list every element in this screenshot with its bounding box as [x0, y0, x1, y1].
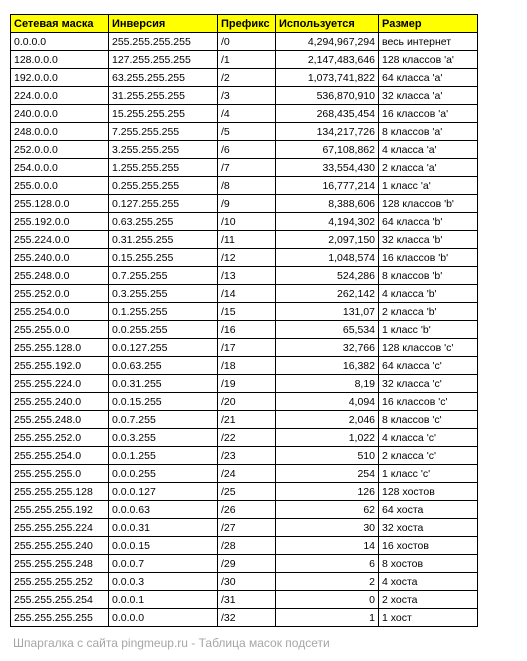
mask-cell: 255.255.255.0 [11, 465, 109, 483]
size-cell: 32 хоста [379, 519, 478, 537]
mask-cell: 255.255.254.0 [11, 447, 109, 465]
used-cell: 33,554,430 [276, 159, 379, 177]
mask-cell: 255.224.0.0 [11, 231, 109, 249]
size-cell: 64 класса 'b' [379, 213, 478, 231]
mask-cell: 255.254.0.0 [11, 303, 109, 321]
prefix-cell: /18 [218, 357, 276, 375]
table-row [11, 339, 478, 357]
table-body [11, 33, 478, 627]
size-cell: 1 класс 'a' [379, 177, 478, 195]
prefix-cell: /10 [218, 213, 276, 231]
mask-cell: 255.255.0.0 [11, 321, 109, 339]
used-cell: 1 [276, 609, 379, 627]
table-row [11, 447, 478, 465]
inversion-cell: 0.255.255.255 [109, 177, 218, 195]
prefix-cell: /2 [218, 69, 276, 87]
used-cell: 131,07 [276, 303, 379, 321]
inversion-cell: 0.0.3.255 [109, 429, 218, 447]
size-cell: 8 хостов [379, 555, 478, 573]
table-row [11, 87, 478, 105]
mask-cell: 255.255.255.224 [11, 519, 109, 537]
used-cell: 254 [276, 465, 379, 483]
table-row [11, 411, 478, 429]
inversion-cell: 255.255.255.255 [109, 33, 218, 51]
mask-cell: 254.0.0.0 [11, 159, 109, 177]
prefix-cell: /23 [218, 447, 276, 465]
inversion-cell: 63.255.255.255 [109, 69, 218, 87]
inversion-cell: 0.0.0.7 [109, 555, 218, 573]
table-row [11, 375, 478, 393]
mask-cell: 255.240.0.0 [11, 249, 109, 267]
size-cell: 16 классов 'a' [379, 105, 478, 123]
prefix-cell: /30 [218, 573, 276, 591]
used-cell: 16,777,214 [276, 177, 379, 195]
table-row [11, 51, 478, 69]
prefix-cell: /4 [218, 105, 276, 123]
prefix-cell: /22 [218, 429, 276, 447]
inversion-cell: 0.0.0.31 [109, 519, 218, 537]
mask-cell: 255.255.255.255 [11, 609, 109, 627]
prefix-cell: /5 [218, 123, 276, 141]
used-cell: 14 [276, 537, 379, 555]
used-cell: 262,142 [276, 285, 379, 303]
size-cell: 4 класса 'a' [379, 141, 478, 159]
inversion-cell: 0.127.255.255 [109, 195, 218, 213]
used-cell: 4,094 [276, 393, 379, 411]
table-row [11, 519, 478, 537]
prefix-cell: /31 [218, 591, 276, 609]
mask-cell: 255.192.0.0 [11, 213, 109, 231]
header-row [11, 15, 478, 33]
table-row [11, 33, 478, 51]
prefix-cell: /28 [218, 537, 276, 555]
prefix-cell: /0 [218, 33, 276, 51]
table-row [11, 501, 478, 519]
used-cell: 8,19 [276, 375, 379, 393]
table-row [11, 573, 478, 591]
size-cell: 1 хост [379, 609, 478, 627]
inversion-cell: 0.15.255.255 [109, 249, 218, 267]
mask-cell: 255.255.224.0 [11, 375, 109, 393]
mask-cell: 255.255.248.0 [11, 411, 109, 429]
prefix-cell: /21 [218, 411, 276, 429]
inversion-cell: 0.0.1.255 [109, 447, 218, 465]
prefix-cell: /20 [218, 393, 276, 411]
used-cell: 65,534 [276, 321, 379, 339]
table-row [11, 555, 478, 573]
used-cell: 510 [276, 447, 379, 465]
used-cell: 1,022 [276, 429, 379, 447]
size-cell: 2 класса 'c' [379, 447, 478, 465]
table-row [11, 213, 478, 231]
inversion-cell: 0.63.255.255 [109, 213, 218, 231]
mask-cell: 240.0.0.0 [11, 105, 109, 123]
used-cell: 67,108,862 [276, 141, 379, 159]
size-cell: 128 классов 'a' [379, 51, 478, 69]
used-cell: 4,294,967,294 [276, 33, 379, 51]
mask-cell: 255.255.252.0 [11, 429, 109, 447]
mask-cell: 255.255.255.254 [11, 591, 109, 609]
used-cell: 1,073,741,822 [276, 69, 379, 87]
size-cell: 64 класса 'a' [379, 69, 478, 87]
header-prefix: Префикс [218, 15, 276, 33]
table-row [11, 303, 478, 321]
table-row [11, 105, 478, 123]
table-row [11, 609, 478, 627]
prefix-cell: /12 [218, 249, 276, 267]
inversion-cell: 0.0.31.255 [109, 375, 218, 393]
prefix-cell: /26 [218, 501, 276, 519]
inversion-cell: 0.1.255.255 [109, 303, 218, 321]
inversion-cell: 0.0.0.127 [109, 483, 218, 501]
table-row [11, 267, 478, 285]
size-cell: 1 класс 'b' [379, 321, 478, 339]
inversion-cell: 0.0.7.255 [109, 411, 218, 429]
used-cell: 2,046 [276, 411, 379, 429]
header-mask: Сетевая маска [11, 15, 109, 33]
caption: Шпаргалка с сайта pingmeup.ru - Таблица масок подсети [13, 636, 330, 650]
prefix-cell: /11 [218, 231, 276, 249]
prefix-cell: /32 [218, 609, 276, 627]
table-row [11, 591, 478, 609]
mask-cell: 192.0.0.0 [11, 69, 109, 87]
table-row [11, 159, 478, 177]
prefix-cell: /14 [218, 285, 276, 303]
size-cell: 128 классов 'b' [379, 195, 478, 213]
size-cell: 32 класса 'c' [379, 375, 478, 393]
mask-cell: 0.0.0.0 [11, 33, 109, 51]
used-cell: 2 [276, 573, 379, 591]
size-cell: 128 классов 'c' [379, 339, 478, 357]
mask-cell: 255.128.0.0 [11, 195, 109, 213]
size-cell: 64 класса 'c' [379, 357, 478, 375]
used-cell: 6 [276, 555, 379, 573]
table-row [11, 465, 478, 483]
inversion-cell: 127.255.255.255 [109, 51, 218, 69]
used-cell: 2,147,483,646 [276, 51, 379, 69]
mask-cell: 128.0.0.0 [11, 51, 109, 69]
header-inversion: Инверсия [109, 15, 218, 33]
size-cell: 2 класса 'a' [379, 159, 478, 177]
inversion-cell: 0.0.63.255 [109, 357, 218, 375]
inversion-cell: 0.0.0.3 [109, 573, 218, 591]
table-row [11, 141, 478, 159]
size-cell: весь интернет [379, 33, 478, 51]
used-cell: 134,217,726 [276, 123, 379, 141]
prefix-cell: /3 [218, 87, 276, 105]
inversion-cell: 1.255.255.255 [109, 159, 218, 177]
inversion-cell: 0.0.0.0 [109, 609, 218, 627]
used-cell: 268,435,454 [276, 105, 379, 123]
subnet-mask-table [10, 14, 478, 627]
size-cell: 2 класса 'b' [379, 303, 478, 321]
used-cell: 62 [276, 501, 379, 519]
used-cell: 536,870,910 [276, 87, 379, 105]
mask-cell: 224.0.0.0 [11, 87, 109, 105]
mask-cell: 255.248.0.0 [11, 267, 109, 285]
inversion-cell: 0.7.255.255 [109, 267, 218, 285]
used-cell: 2,097,150 [276, 231, 379, 249]
used-cell: 0 [276, 591, 379, 609]
table-row [11, 195, 478, 213]
table-row [11, 357, 478, 375]
header-size: Размер [379, 15, 478, 33]
prefix-cell: /9 [218, 195, 276, 213]
table-row [11, 249, 478, 267]
size-cell: 4 класса 'c' [379, 429, 478, 447]
inversion-cell: 0.3.255.255 [109, 285, 218, 303]
prefix-cell: /6 [218, 141, 276, 159]
size-cell: 8 классов 'c' [379, 411, 478, 429]
prefix-cell: /17 [218, 339, 276, 357]
mask-cell: 255.255.255.128 [11, 483, 109, 501]
mask-cell: 252.0.0.0 [11, 141, 109, 159]
prefix-cell: /8 [218, 177, 276, 195]
mask-cell: 255.252.0.0 [11, 285, 109, 303]
prefix-cell: /7 [218, 159, 276, 177]
used-cell: 30 [276, 519, 379, 537]
inversion-cell: 31.255.255.255 [109, 87, 218, 105]
inversion-cell: 15.255.255.255 [109, 105, 218, 123]
prefix-cell: /16 [218, 321, 276, 339]
table-row [11, 231, 478, 249]
prefix-cell: /13 [218, 267, 276, 285]
size-cell: 64 хоста [379, 501, 478, 519]
table-row [11, 483, 478, 501]
mask-cell: 255.0.0.0 [11, 177, 109, 195]
table-row [11, 393, 478, 411]
inversion-cell: 0.0.0.1 [109, 591, 218, 609]
prefix-cell: /19 [218, 375, 276, 393]
header-used: Используется [276, 15, 379, 33]
size-cell: 128 хостов [379, 483, 478, 501]
table-row [11, 123, 478, 141]
mask-cell: 255.255.128.0 [11, 339, 109, 357]
size-cell: 2 хоста [379, 591, 478, 609]
size-cell: 16 классов 'c' [379, 393, 478, 411]
prefix-cell: /29 [218, 555, 276, 573]
used-cell: 126 [276, 483, 379, 501]
size-cell: 8 классов 'b' [379, 267, 478, 285]
mask-cell: 248.0.0.0 [11, 123, 109, 141]
size-cell: 16 классов 'b' [379, 249, 478, 267]
used-cell: 32,766 [276, 339, 379, 357]
mask-cell: 255.255.255.240 [11, 537, 109, 555]
inversion-cell: 0.0.255.255 [109, 321, 218, 339]
used-cell: 4,194,302 [276, 213, 379, 231]
used-cell: 16,382 [276, 357, 379, 375]
used-cell: 1,048,574 [276, 249, 379, 267]
table-row [11, 537, 478, 555]
size-cell: 16 хостов [379, 537, 478, 555]
size-cell: 4 хоста [379, 573, 478, 591]
prefix-cell: /27 [218, 519, 276, 537]
used-cell: 524,286 [276, 267, 379, 285]
inversion-cell: 0.0.0.255 [109, 465, 218, 483]
mask-cell: 255.255.192.0 [11, 357, 109, 375]
table-row [11, 429, 478, 447]
mask-cell: 255.255.255.248 [11, 555, 109, 573]
inversion-cell: 0.31.255.255 [109, 231, 218, 249]
prefix-cell: /1 [218, 51, 276, 69]
table-row [11, 177, 478, 195]
mask-cell: 255.255.255.192 [11, 501, 109, 519]
table-row [11, 321, 478, 339]
inversion-cell: 0.0.0.15 [109, 537, 218, 555]
inversion-cell: 7.255.255.255 [109, 123, 218, 141]
size-cell: 32 класса 'b' [379, 231, 478, 249]
prefix-cell: /24 [218, 465, 276, 483]
size-cell: 1 класс 'c' [379, 465, 478, 483]
size-cell: 4 класса 'b' [379, 285, 478, 303]
table-row [11, 285, 478, 303]
prefix-cell: /15 [218, 303, 276, 321]
used-cell: 8,388,606 [276, 195, 379, 213]
prefix-cell: /25 [218, 483, 276, 501]
table-row [11, 69, 478, 87]
inversion-cell: 3.255.255.255 [109, 141, 218, 159]
inversion-cell: 0.0.15.255 [109, 393, 218, 411]
mask-cell: 255.255.240.0 [11, 393, 109, 411]
size-cell: 8 классов 'a' [379, 123, 478, 141]
inversion-cell: 0.0.127.255 [109, 339, 218, 357]
mask-cell: 255.255.255.252 [11, 573, 109, 591]
size-cell: 32 класса 'a' [379, 87, 478, 105]
inversion-cell: 0.0.0.63 [109, 501, 218, 519]
